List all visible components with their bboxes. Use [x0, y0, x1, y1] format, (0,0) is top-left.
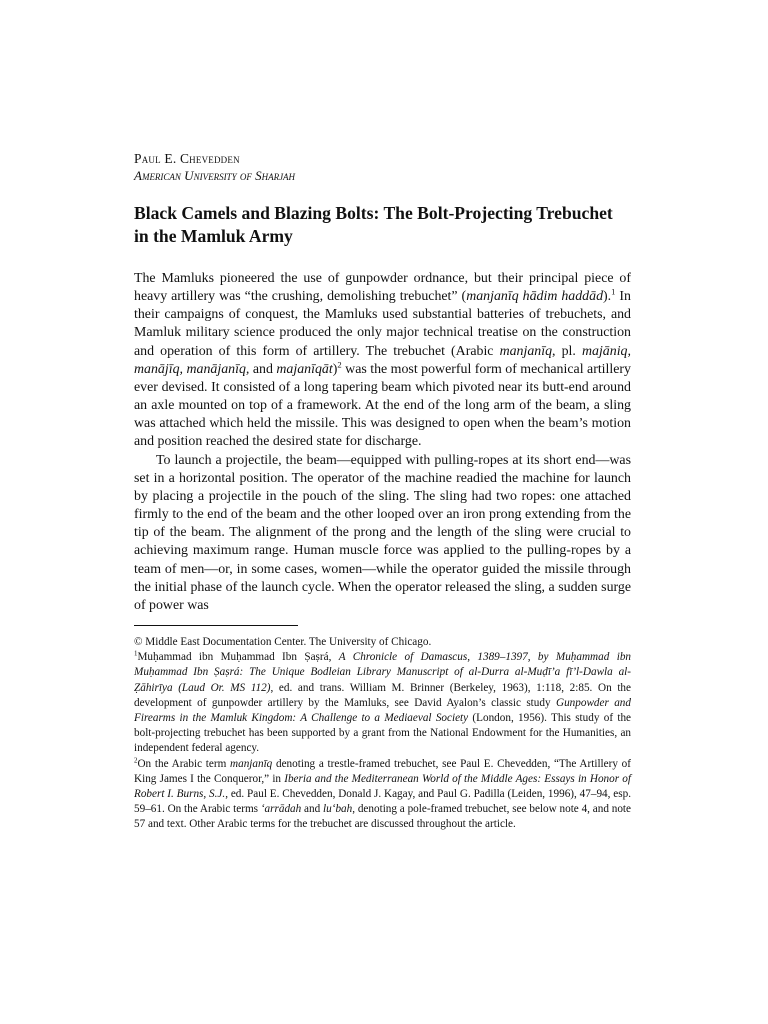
article-title: Black Camels and Blazing Bolts: The Bolt-Projecting Trebuchet in the Mamluk Army	[134, 203, 613, 246]
paragraph-1: The Mamluks pioneered the use of gunpowder ordnance, but their principal piece of heavy artillery was “the crushing, demolishing trebuchet” (manjanīq hādim haddād).$^1$ In their campaigns of conquest, the Mamluks used substantial batteries of trebuchets, and Mamluk military science produced the only major technical treatise on the construction and operation of this form of artillery. The trebuchet (Arabic manjanīq, pl. majāniq, manājīq, manājanīq, and majanīqāt)$^2$ was the most powerful form of mechanical artillery ever devised. It consisted of a long tapering beam which pivoted near its butt-end around an axle mounted on top of a framework. At the end of the long arm of the beam, a sling was attached which held the missile. This was designed to open when the beam’s motion and position reached the desired state for discharge.	[134, 271, 632, 450]
footnotes	[134, 635, 631, 833]
footnote-ref-1: 1	[611, 286, 616, 297]
footnote-ref-2: 2	[337, 359, 342, 370]
article-page	[134, 150, 631, 833]
footnote-divider	[134, 625, 298, 626]
footnote-1: $^1$Muḥammad ibn Muḥammad Ibn Ṣaṣrá, A Chronicle of Damascus, 1389–1397, by Muḥammad ibn Muḥammad Ibn Ṣaṣrá: The Unique Bodleian Library Manuscript of al-Durra al-Muḍī’a fī’l-Dawla al-Ẓāhirīya (Laud Or. MS 112), ed. and trans. William M. Brinner (Berkeley, 1963), 1:118, 2:85. On the development of gunpowder artillery by the Mamluks, see David Ayalon’s classic study Gunpowder and Firearms in the Mamluk Kingdom: A Challenge to a Mediaeval Society (London, 1956). This study of the bolt-projecting trebuchet has been supported by a grant from the National Endowment for the Humanities, an independent federal agency.	[134, 649, 632, 755]
author-name: Paul E. Chevedden	[134, 151, 240, 166]
article-body	[134, 270, 631, 615]
paragraph-2: To launch a projectile, the beam—equipped with pulling-ropes at its short end—was set in a horizontal position. The operator of the machine readied the machine for launch by placing a projectile in the pouch of the sling. The sling had two ropes: one attached firmly to the end of the beam and the other looped over an iron prong extending from the tip of the beam. The alignment of the prong and the length of the sling were crucial to achieving maximum range. Human muscle force was applied to the pulling-ropes by a team of men—or, in some cases, women—while the operator guided the missile through the initial phase of the launch cycle. When the operator released the sling, a sudden surge of power was	[134, 452, 631, 613]
copyright-note: © Middle East Documentation Center. The University of Chicago.	[134, 635, 432, 648]
author-affiliation: American University of Sharjah	[134, 168, 296, 183]
footnote-2: $^2$On the Arabic term manjanīq denoting a trestle-framed trebuchet, see Paul E. Chevedden, “The Artillery of King James I the Conqueror,” in Iberia and the Mediterranean World of the Middle Ages: Essays in Honor of Robert I. Burns, S.J., ed. Paul E. Chevedden, Donald J. Kagay, and Paul G. Padilla (Leiden, 1996), 47–94, esp. 59–61. On the Arabic terms ‘arrādah and lu‘bah, denoting a pole-framed trebuchet, see below note 4, and note 57 and text. Other Arabic terms for the trebuchet are discussed throughout the article.	[134, 755, 632, 831]
